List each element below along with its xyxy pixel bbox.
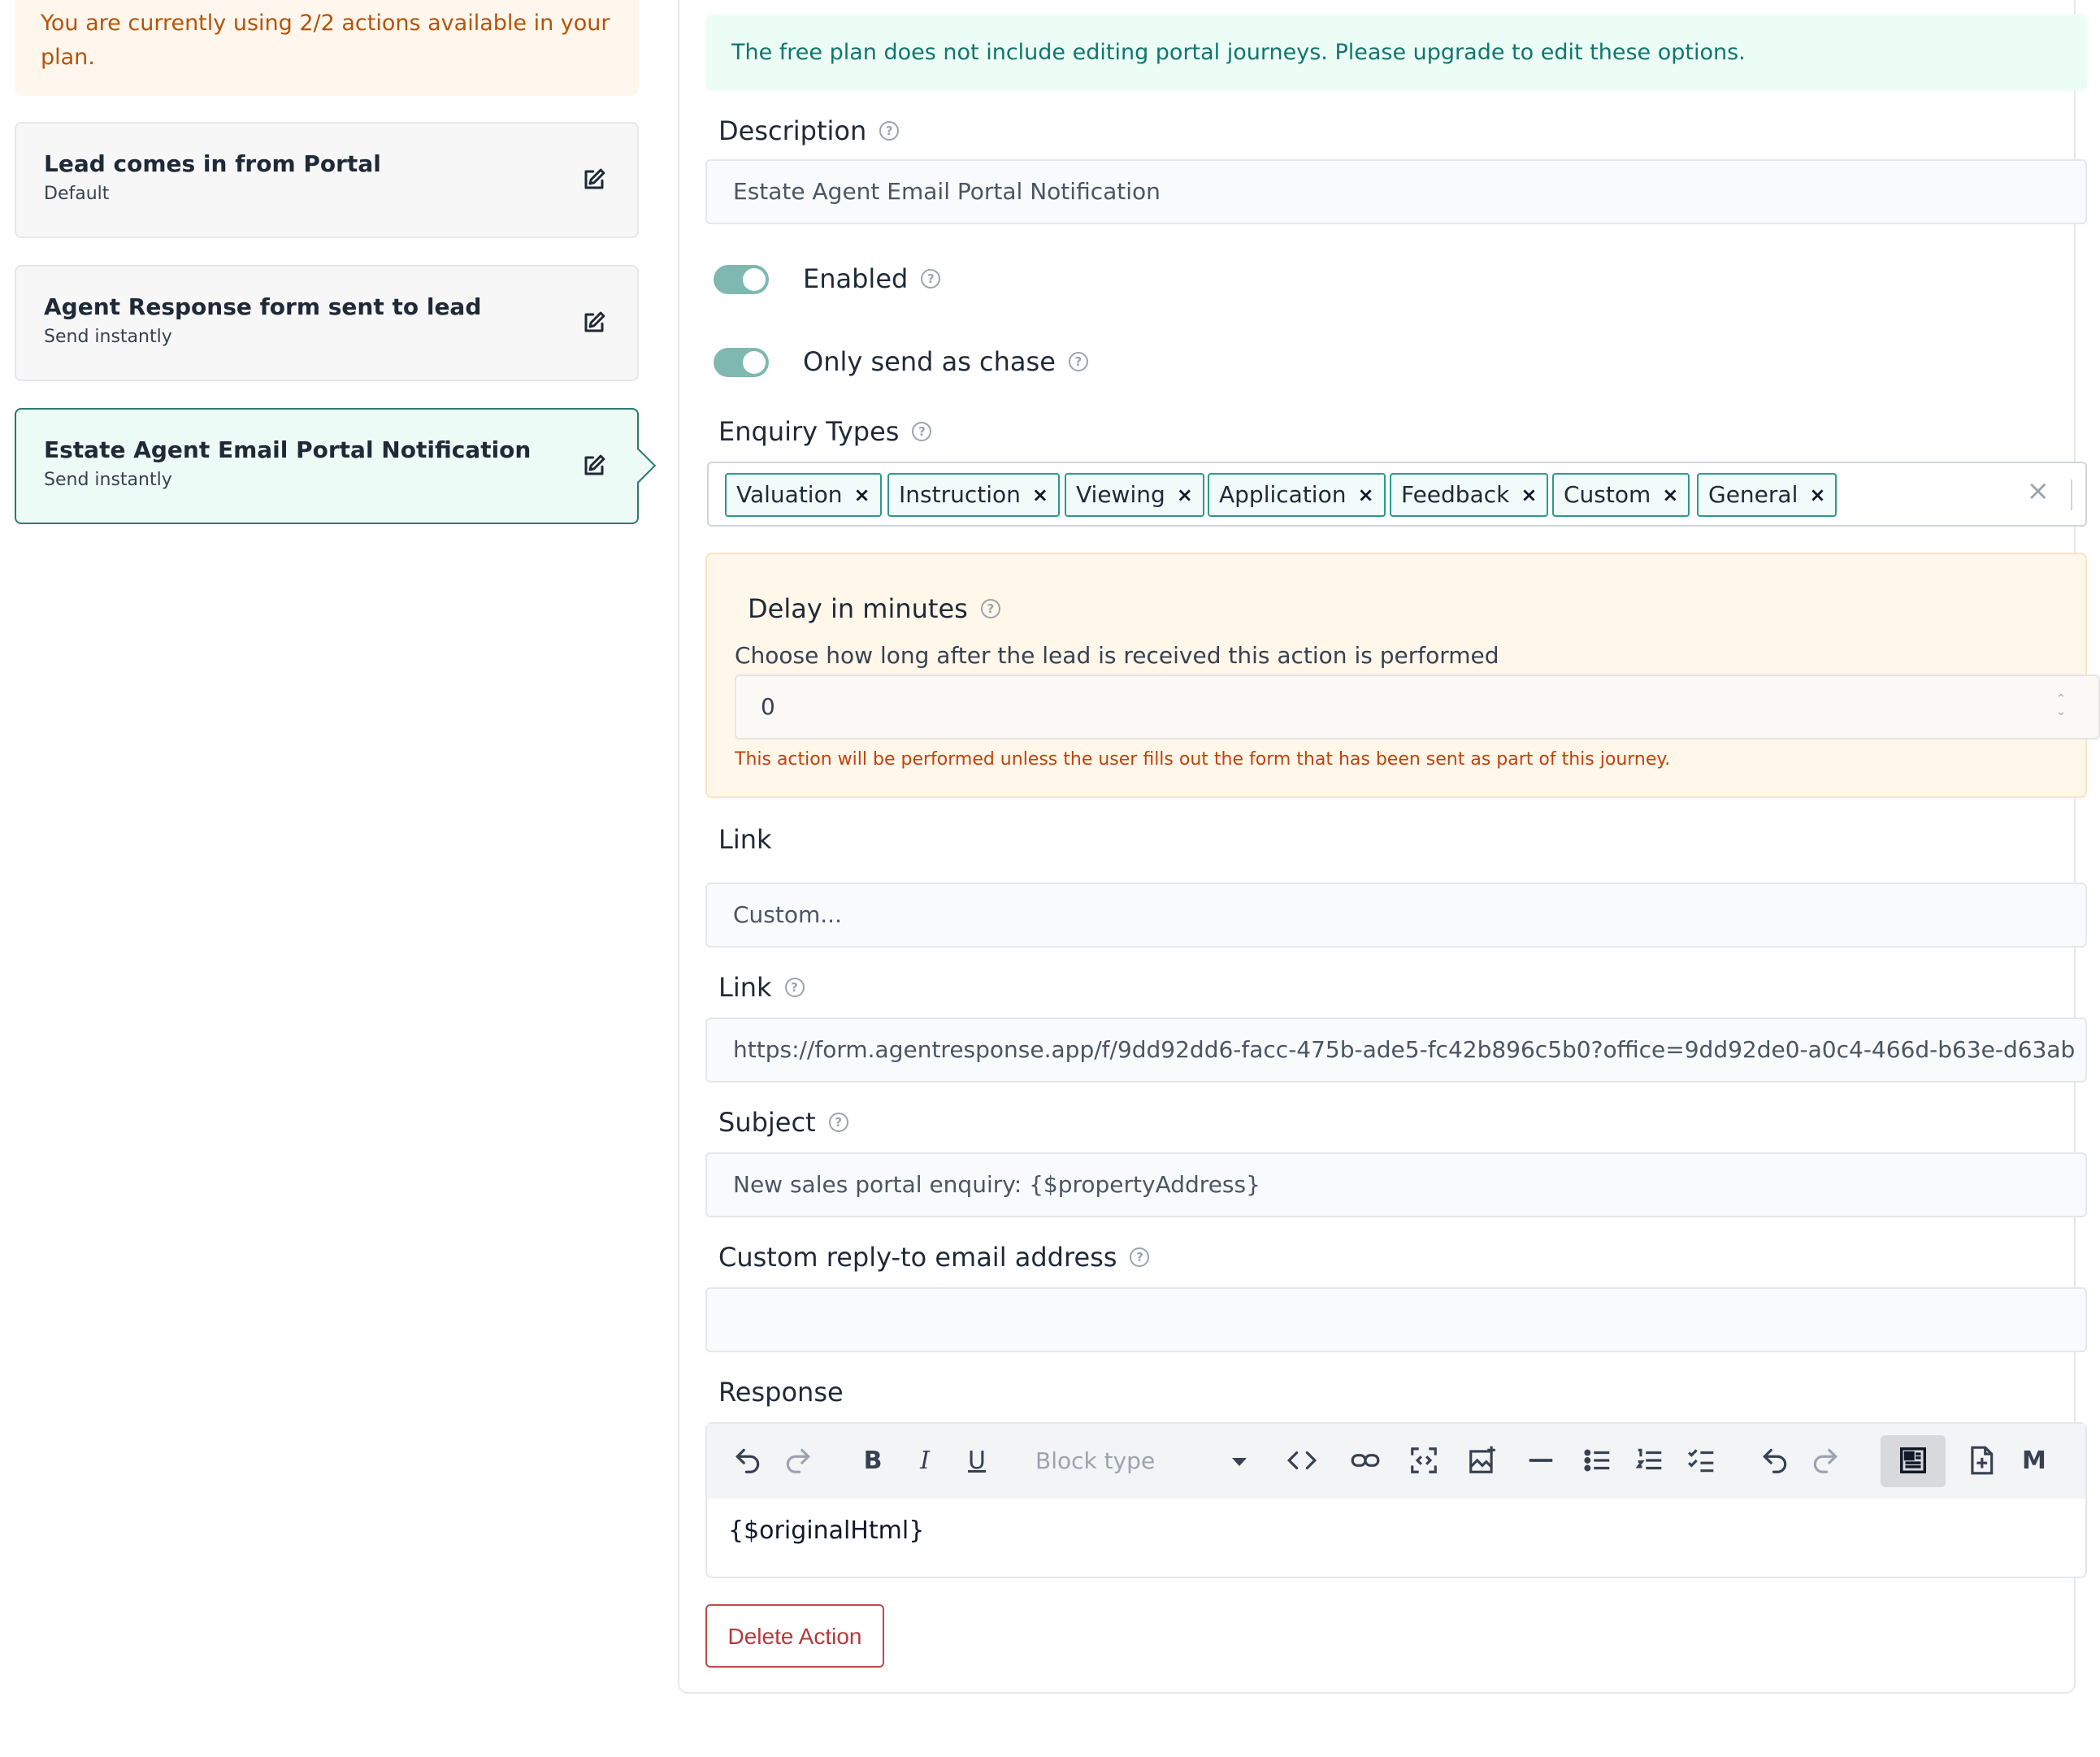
code-icon[interactable] bbox=[1286, 1445, 1318, 1477]
remove-tag-icon[interactable]: × bbox=[1521, 484, 1538, 506]
enabled-toggle[interactable] bbox=[714, 265, 769, 294]
markdown-mode-icon[interactable]: M bbox=[2022, 1447, 2046, 1475]
delete-action-button[interactable]: Delete Action bbox=[705, 1604, 884, 1668]
undo-icon[interactable] bbox=[731, 1445, 764, 1477]
code-block-icon[interactable] bbox=[1408, 1445, 1440, 1477]
help-icon[interactable]: ? bbox=[1069, 352, 1088, 371]
link-url-label: Link ? bbox=[718, 972, 805, 1003]
help-icon[interactable]: ? bbox=[879, 121, 899, 141]
delay-section bbox=[705, 553, 2087, 798]
bold-icon[interactable]: B bbox=[863, 1447, 883, 1475]
italic-icon[interactable]: I bbox=[920, 1447, 930, 1475]
help-icon[interactable]: ? bbox=[1130, 1247, 1149, 1267]
tag-instruction: Instruction × bbox=[887, 473, 1060, 517]
bullet-list-icon[interactable] bbox=[1582, 1445, 1614, 1477]
edit-icon[interactable] bbox=[582, 310, 606, 335]
wysiwyg-mode-icon[interactable] bbox=[1897, 1445, 1929, 1477]
action-title: Agent Response form sent to lead bbox=[44, 293, 482, 320]
subject-input[interactable]: New sales portal enquiry: {$propertyAddress} bbox=[705, 1152, 2087, 1217]
plan-usage-notice: You are currently using 2/2 actions available in your plan. bbox=[15, 0, 639, 96]
action-subtitle: Send instantly bbox=[44, 327, 172, 347]
description-input[interactable]: Estate Agent Email Portal Notification bbox=[705, 159, 2087, 224]
block-type-select[interactable]: Block type bbox=[1035, 1440, 1247, 1482]
redo-icon[interactable] bbox=[782, 1445, 814, 1477]
numbered-list-icon[interactable] bbox=[1634, 1445, 1666, 1477]
link-icon[interactable] bbox=[1349, 1445, 1382, 1477]
description-label: Description ? bbox=[718, 115, 899, 146]
remove-tag-icon[interactable]: × bbox=[1176, 484, 1193, 506]
editor-toolbar bbox=[707, 1424, 2085, 1499]
redo-icon[interactable] bbox=[1809, 1445, 1842, 1477]
horizontal-rule-icon[interactable] bbox=[1525, 1445, 1557, 1477]
upgrade-info-banner: The free plan does not include editing portal journeys. Please upgrade to edit these options. bbox=[705, 15, 2087, 91]
action-card-lead-from-portal[interactable] bbox=[15, 122, 639, 238]
action-card-estate-agent-email[interactable] bbox=[15, 408, 639, 524]
help-icon[interactable]: ? bbox=[912, 422, 931, 441]
edit-icon[interactable] bbox=[582, 167, 606, 192]
action-subtitle: Default bbox=[44, 184, 110, 204]
checklist-icon[interactable] bbox=[1686, 1445, 1718, 1477]
add-document-icon[interactable] bbox=[1965, 1445, 1998, 1477]
clear-all-icon[interactable]: × bbox=[2026, 475, 2050, 507]
link-url-input[interactable]: https://form.agentresponse.app/f/9dd92dd6-facc-475b-ade5-fc42b896c5b0?office=9dd92de0-a0c4-466d-b63e-d63ab bbox=[705, 1017, 2087, 1082]
number-spinner-icon[interactable]: ⌃ ⌄ bbox=[2056, 692, 2066, 718]
action-title: Estate Agent Email Portal Notification bbox=[44, 436, 532, 463]
only-chase-toggle[interactable] bbox=[714, 348, 769, 377]
enquiry-types-label: Enquiry Types ? bbox=[718, 416, 931, 447]
enabled-label: Enabled ? bbox=[803, 263, 940, 294]
link-select-label: Link bbox=[718, 824, 772, 855]
remove-tag-icon[interactable]: × bbox=[853, 484, 870, 506]
tag-application: Application × bbox=[1208, 473, 1386, 517]
delay-label: Delay in minutes ? bbox=[748, 593, 1000, 624]
action-card-agent-response-form[interactable] bbox=[15, 265, 639, 381]
insert-image-icon[interactable] bbox=[1466, 1445, 1499, 1477]
editor-content[interactable]: {$originalHtml} bbox=[728, 1516, 925, 1545]
only-chase-label: Only send as chase ? bbox=[803, 346, 1088, 377]
help-icon[interactable]: ? bbox=[921, 269, 940, 288]
delay-minutes-input[interactable]: 0 ⌃ ⌄ bbox=[735, 675, 2100, 740]
link-type-select[interactable]: Custom... bbox=[705, 883, 2087, 948]
help-icon[interactable]: ? bbox=[785, 978, 805, 997]
remove-tag-icon[interactable]: × bbox=[1357, 484, 1374, 506]
tag-feedback: Feedback × bbox=[1390, 473, 1548, 517]
tag-general: General × bbox=[1697, 473, 1837, 517]
chevron-down-icon bbox=[1232, 1458, 1247, 1466]
help-icon[interactable]: ? bbox=[981, 599, 1000, 618]
enquiry-types-multiselect[interactable] bbox=[707, 462, 2087, 527]
remove-tag-icon[interactable]: × bbox=[1031, 484, 1048, 506]
subject-label: Subject ? bbox=[718, 1107, 848, 1138]
response-label: Response bbox=[718, 1377, 844, 1408]
edit-icon[interactable] bbox=[582, 453, 606, 478]
response-rich-text-editor[interactable] bbox=[705, 1422, 2087, 1578]
remove-tag-icon[interactable]: × bbox=[1662, 484, 1679, 506]
tag-custom: Custom × bbox=[1552, 473, 1690, 517]
remove-tag-icon[interactable]: × bbox=[1809, 484, 1826, 506]
undo-icon[interactable] bbox=[1759, 1445, 1791, 1477]
action-subtitle: Send instantly bbox=[44, 470, 172, 490]
tag-viewing: Viewing × bbox=[1065, 473, 1204, 517]
selected-arrow-indicator bbox=[622, 449, 656, 483]
reply-to-email-input[interactable] bbox=[705, 1287, 2087, 1352]
underline-icon[interactable]: U bbox=[968, 1447, 986, 1475]
help-icon[interactable]: ? bbox=[829, 1113, 848, 1132]
delay-warning-text: This action will be performed unless the user fills out the form that has been sent as part of this journey. bbox=[735, 749, 1671, 770]
action-title: Lead comes in from Portal bbox=[44, 150, 381, 177]
tag-valuation: Valuation × bbox=[725, 473, 882, 517]
divider bbox=[2071, 479, 2072, 510]
delay-description: Choose how long after the lead is received this action is performed bbox=[735, 642, 1499, 669]
reply-to-label: Custom reply-to email address ? bbox=[718, 1242, 1149, 1273]
